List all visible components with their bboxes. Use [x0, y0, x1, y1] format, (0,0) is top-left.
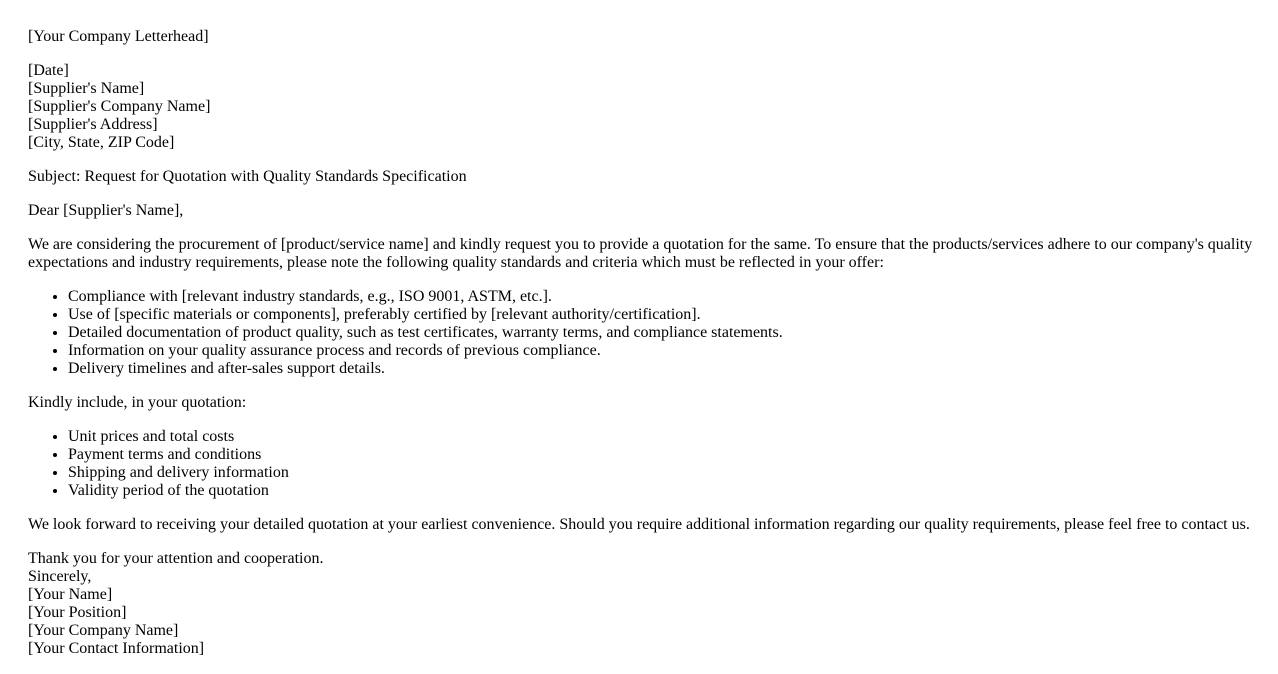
subject-line: Subject: Request for Quotation with Quality Standards Specification	[28, 168, 467, 185]
intro-paragraph: We are considering the procurement of [product/service name] and kindly request you to provide a quotation for the same. To ensure that the products/services adhere to our company's quality expectations and industry requirements, please note the following quality standards and criteria which must be reflected in your offer:	[28, 236, 1253, 271]
list-item: • Shipping and delivery information	[68, 464, 1268, 482]
quality-criteria-list	[28, 288, 1268, 378]
supplier-name-line: [Supplier's Name]	[28, 80, 145, 97]
thank-you-line: Thank you for your attention and cooperation.	[28, 550, 324, 567]
list-item: • Compliance with [relevant industry standards, e.g., ISO 9001, ASTM, etc.].	[68, 288, 1268, 306]
list-item: • Use of [specific materials or components], preferably certified by [relevant authority/certification].	[68, 306, 1268, 324]
list-item: • Payment terms and conditions	[68, 446, 1268, 464]
supplier-company-line: [Supplier's Company Name]	[28, 98, 211, 115]
date-line: [Date]	[28, 62, 69, 79]
supplier-address-line: [Supplier's Address]	[28, 116, 158, 133]
your-name-line: [Your Name]	[28, 586, 113, 603]
list-item: • Information on your quality assurance process and records of previous compliance.	[68, 342, 1268, 360]
sincerely-line: Sincerely,	[28, 568, 92, 585]
address-block	[28, 62, 1268, 152]
list-item: • Detailed documentation of product quality, such as test certificates, warranty terms, and compliance statements.	[68, 324, 1268, 342]
list-item: • Unit prices and total costs	[68, 428, 1268, 446]
your-position-line: [Your Position]	[28, 604, 127, 621]
salutation: Dear [Supplier's Name],	[28, 202, 184, 219]
include-items-list	[28, 428, 1268, 500]
closing-paragraph: We look forward to receiving your detailed quotation at your earliest convenience. Should you require additional information regarding our quality requirements, please feel free to contact us.	[28, 516, 1250, 533]
your-company-line: [Your Company Name]	[28, 622, 179, 639]
your-contact-line: [Your Contact Information]	[28, 640, 205, 657]
city-state-zip-line: [City, State, ZIP Code]	[28, 134, 175, 151]
list-item: • Validity period of the quotation	[68, 482, 1268, 500]
list-item: • Delivery timelines and after-sales support details.	[68, 360, 1268, 378]
signature-block	[28, 550, 1268, 658]
letter-document	[28, 28, 1268, 674]
letterhead: [Your Company Letterhead]	[28, 28, 209, 45]
include-intro: Kindly include, in your quotation:	[28, 394, 247, 411]
